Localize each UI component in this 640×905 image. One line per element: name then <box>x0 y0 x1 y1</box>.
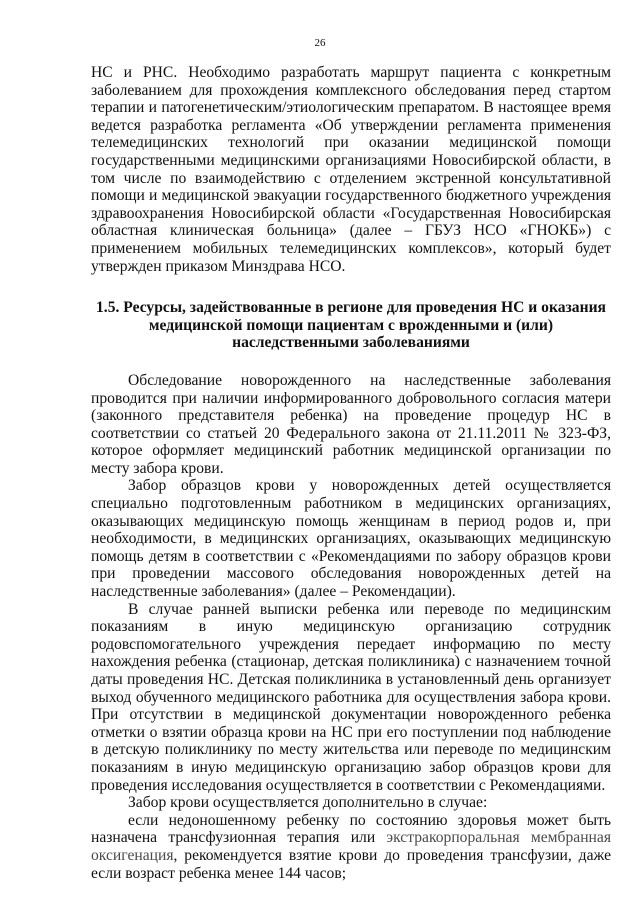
page-content <box>91 64 611 882</box>
paragraph-1: Обследование новорожденного на наследственные заболевания проводится при наличии информированного добровольного согласия матери (законного представителя ребенка) на проведение процедур НС в соответствии со статьей 20 Федерального закона от 21.11.2011 № 323-ФЗ, которое оформляет медицинский работник медицинской организации по месту забора крови. <box>91 371 611 477</box>
paragraph-5-start: если недоношенному ребенку по состоянию здоровья может быть назначена трансфузионная терапия или <box>91 811 611 847</box>
paragraph-5-end: , рекомендуется взятие крови до проведения трансфузии, даже если возраст ребенка менее 144 часов; <box>91 846 611 882</box>
page-number: 26 <box>314 37 326 49</box>
highlighted-term: экстракорпоральная мембранная оксигенация <box>91 829 611 864</box>
paragraph-3: В случае ранней выписки ребенка или переводе по медицинским показаниям в иную медицинскую организацию сотрудник родовспомогательного учреждения передает информацию по месту нахождения ребенка (стационар, детская поликлиника) с назначением точной даты проведения НС. Детская поликлиника в установленный день организует выход обученного медицинского работника для осуществления забора крови. При отсутствии в медицинской документации новорожденного ребенка отметки о взятии образца крови на НС при его поступлении под наблюдение в детскую поликлинику по месту жительства или переводе по медицинским показаниям в иную медицинскую организацию забор образцов крови для проведения исследования осуществляется в соответствии с Рекомендациями. <box>91 600 611 794</box>
paragraph-5 <box>91 812 611 882</box>
paragraph-2: Забор образцов крови у новорожденных детей осуществляется специально подготовленным работником в медицинских организациях, оказывающих медицинскую помощь женщинам в период родов и, при необходимости, в медицинских организациях, оказывающих медицинскую помощь детям в соответствии с «Рекомендациями по забору образцов крови при проведении массового обследования новорожденных детей на наследственные заболевания» (далее – Рекомендации). <box>91 477 611 601</box>
section-heading: 1.5. Ресурсы, задействованные в регионе для проведения НС и оказания медицинской помощи пациентам с врожденными и (или) наследственными заболеваниями <box>96 299 606 352</box>
paragraph-intro: НС и РНС. Необходимо разработать маршрут пациента с конкретным заболеванием для прохождения комплексного обследования перед стартом терапии и патогенетическим/этиологическим препаратом. В настоящее время ведется разработка регламента «Об утверждении регламента применения телемедицинских технологий при оказании медицинской помощи государственными медицинскими организациями Новосибирской области, в том числе по взаимодействию с отделением экстренной консультативной помощи и медицинской эвакуации государственного бюджетного учреждения здравоохранения Новосибирской области «Государственная Новосибирская областная клиническая больница» (далее – ГБУЗ НСО «ГНОКБ») с применением мобильных телемедицинских комплексов», который будет утвержден приказом Минздрава НСО. <box>91 64 611 275</box>
paragraph-4: Забор крови осуществляется дополнительно в случае: <box>128 794 488 812</box>
